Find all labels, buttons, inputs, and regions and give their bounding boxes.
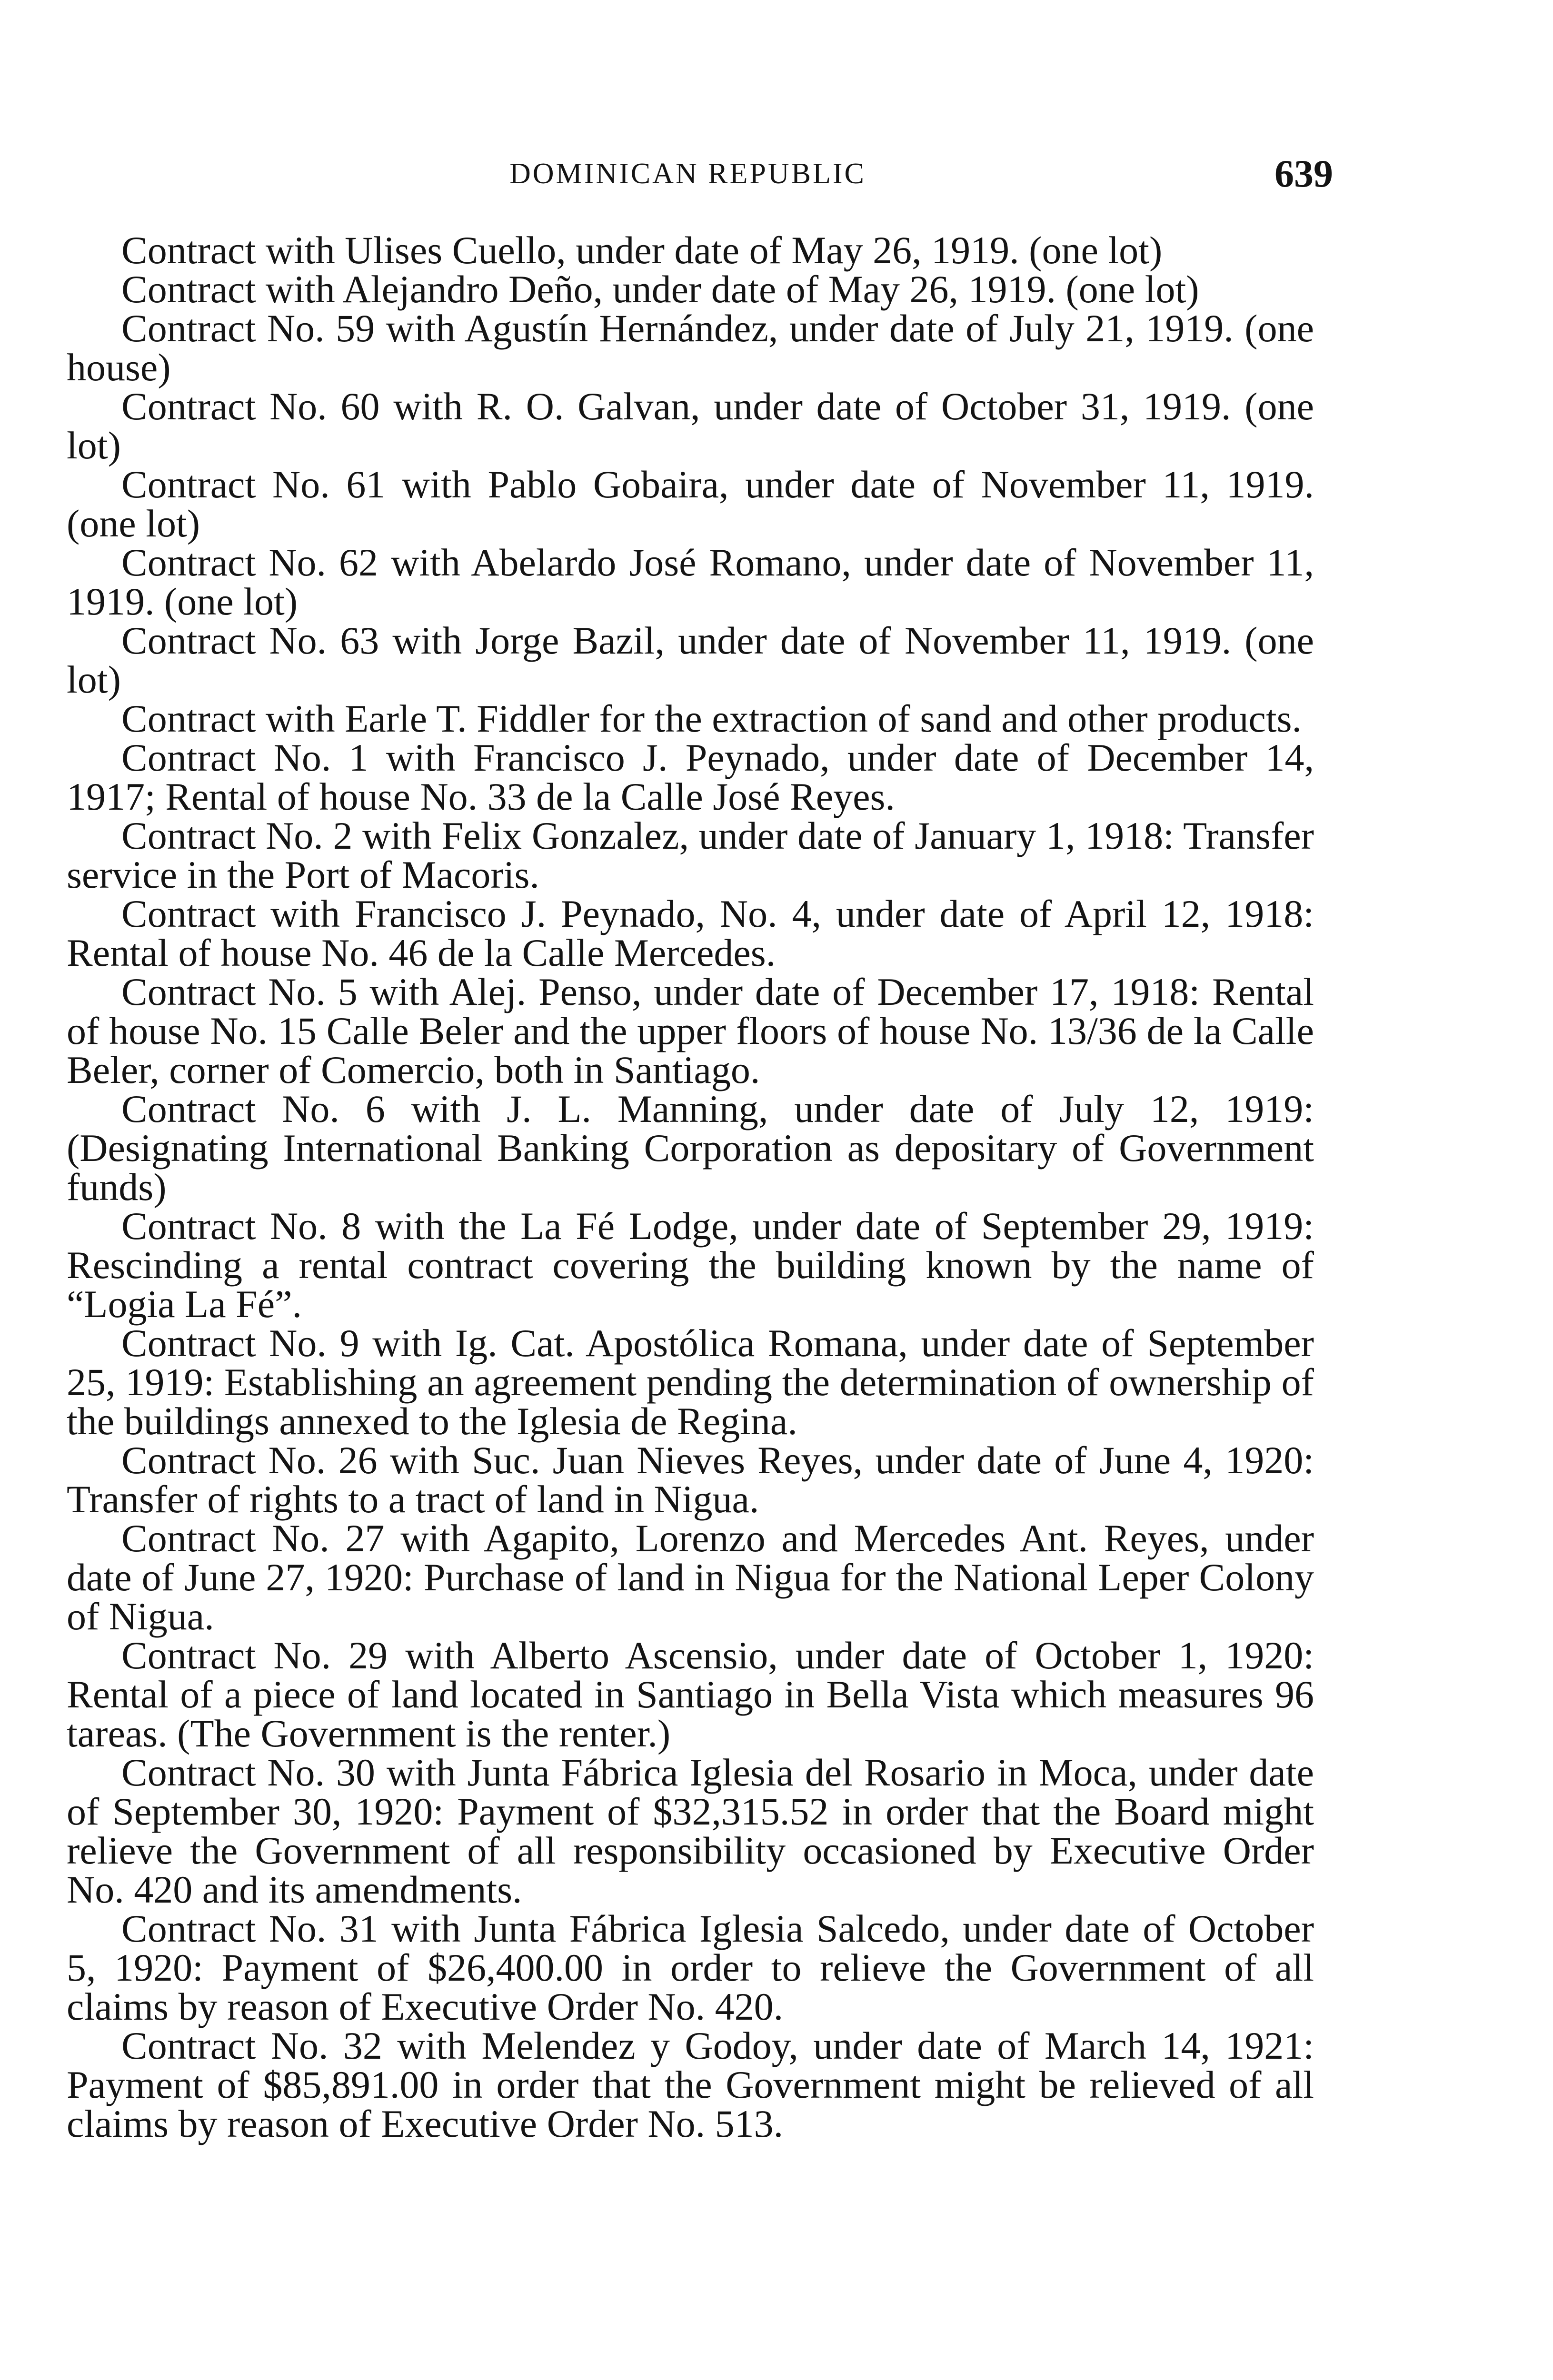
contract-paragraph: Contract No. 6 with J. L. Manning, under date of July 12, 1919: (Designating International Banking Corporation as depositary of Government funds) (67, 1087, 1314, 1209)
contract-paragraph: Contract No. 60 with R. O. Galvan, under date of October 31, 1919. (one lot) (67, 385, 1314, 467)
contract-paragraph: Contract No. 27 with Agapito, Lorenzo and Mercedes Ant. Reyes, under date of June 27, 1920: Purchase of land in Nigua for the National Leper Colony of Nigua. (67, 1517, 1314, 1638)
contract-paragraph: Contract No. 5 with Alej. Penso, under date of December 17, 1918: Rental of house No. 15 Calle Beler and the upper floors of house No. 13/36 de la Calle Beler, corner of Comercio, both in Santiago. (67, 970, 1314, 1091)
contract-paragraph: Contract with Earle T. Fiddler for the extraction of sand and other products. (121, 697, 1302, 740)
contract-paragraph: Contract with Francisco J. Peynado, No. 4, under date of April 12, 1918: Rental of house No. 46 de la Calle Mercedes. (67, 892, 1314, 974)
contract-paragraph: Contract No. 9 with Ig. Cat. Apostólica Romana, under date of September 25, 1919: Establishing an agreement pending the determination of ownership of the buildings annexed to the Iglesia de Regina. (67, 1321, 1314, 1443)
contract-paragraph: Contract with Alejandro Deño, under date of May 26, 1919. (one lot) (121, 268, 1199, 311)
contract-paragraph: Contract No. 31 with Junta Fábrica Iglesia Salcedo, under date of October 5, 1920: Payment of $26,400.00 in order to relieve the Government of all claims by reason of Executive Order No. 420. (67, 1907, 1314, 2028)
body-text (67, 228, 1314, 2145)
contract-paragraph: Contract No. 2 with Felix Gonzalez, under date of January 1, 1918: Transfer service in the Port of Macoris. (67, 814, 1314, 896)
contract-paragraph: Contract No. 26 with Suc. Juan Nieves Reyes, under date of June 4, 1920: Transfer of rights to a tract of land in Nigua. (67, 1438, 1314, 1521)
contract-paragraph: Contract No. 30 with Junta Fábrica Iglesia del Rosario in Moca, under date of September 30, 1920: Payment of $32,315.52 in order that the Board might relieve the Government of all responsibility occasioned by Executive Order No. 420 and its amendments. (67, 1751, 1314, 1911)
page-header (71, 151, 1333, 204)
contract-paragraph: Contract No. 63 with Jorge Bazil, under date of November 11, 1919. (one lot) (67, 619, 1314, 701)
contract-paragraph: Contract No. 29 with Alberto Ascensio, under date of October 1, 1920: Rental of a piece of land located in Santiago in Bella Vista which measures 96 tareas. (The Government is the renter.) (67, 1634, 1314, 1755)
contract-paragraph: Contract No. 59 with Agustín Hernández, under date of July 21, 1919. (one house) (67, 307, 1314, 389)
contract-paragraph: Contract No. 62 with Abelardo José Romano, under date of November 11, 1919. (one lot) (67, 541, 1314, 623)
contract-paragraph: Contract No. 1 with Francisco J. Peynado, under date of December 14, 1917; Rental of house No. 33 de la Calle José Reyes. (67, 736, 1314, 818)
contract-paragraph: Contract No. 61 with Pablo Gobaira, under date of November 11, 1919. (one lot) (67, 463, 1314, 545)
running-title: DOMINICAN REPUBLIC (509, 158, 866, 190)
contract-paragraph: Contract No. 8 with the La Fé Lodge, under date of September 29, 1919: Rescinding a rental contract covering the building known by the name of “Logia La Fé”. (67, 1204, 1314, 1326)
contract-paragraph: Contract No. 32 with Melendez y Godoy, under date of March 14, 1921: Payment of $85,891.00 in order that the Government might be relieved of all claims by reason of Executive Order No. 513. (67, 2024, 1314, 2145)
contract-paragraph: Contract with Ulises Cuello, under date of May 26, 1919. (one lot) (121, 228, 1163, 272)
page-number: 639 (1274, 152, 1333, 195)
